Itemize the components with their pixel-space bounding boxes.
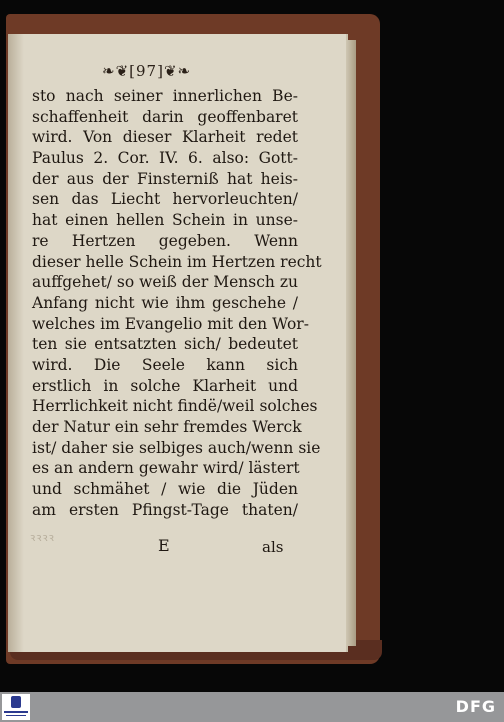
body-text (32, 86, 322, 520)
text-line: welches im Evangelio mit den Wor- (32, 314, 309, 333)
text-line: am ersten Pfingst-Tage thaten/ (32, 500, 298, 519)
text-line: Paulus 2. Cor. IV. 6. also: Gott- (32, 149, 298, 168)
page-number: [97] (129, 62, 164, 80)
page-header (102, 62, 191, 80)
text-line: ten sie entsatzten sich/ bedeutet (32, 335, 298, 354)
header-ornament-left: ❧❦ (102, 62, 130, 80)
text-line: re Hertzen gegeben. Wenn (32, 231, 298, 250)
text-line: erstlich in solche Klarheit und (32, 376, 298, 395)
text-line: der Natur ein sehr fremdes Werck (32, 418, 302, 436)
text-line: Herrlichkeit nicht findë/weil solches (32, 397, 318, 416)
text-line: ist/ daher sie selbiges auch/wenn sie (32, 438, 321, 457)
catchword: als (262, 538, 284, 556)
text-line: sto nach seiner innerlichen Be- (32, 87, 298, 105)
bleed-through-text: ꝛꝛꝛꝛ (30, 531, 55, 544)
text-line: der aus der Finsterniß hat heis- (32, 169, 298, 188)
text-line: hat einen hellen Schein in unse- (32, 211, 298, 230)
viewer-footer (0, 692, 504, 722)
text-line: es an andern gewahr wird/ lästert (32, 459, 300, 478)
spine-shadow (8, 34, 24, 652)
library-logo[interactable] (2, 694, 30, 720)
page-edges (346, 40, 356, 646)
text-line: dieser helle Schein im Hertzen recht (32, 252, 322, 271)
text-line: schaffenheit darin geoffenbaret (32, 107, 298, 126)
text-line: sen das Liecht hervorleuchten/ (32, 190, 298, 209)
text-line: wird. Die Seele kann sich (32, 355, 298, 374)
logo-text-line (6, 715, 26, 716)
text-line: auffgehet/ so weiß der Mensch zu (32, 273, 298, 292)
signature-mark: E (158, 536, 170, 555)
text-line: Anfang nicht wie ihm geschehe / (32, 293, 298, 312)
text-line: wird. Von dieser Klarheit redet (32, 128, 298, 147)
header-ornament-right: ❦❧ (163, 62, 192, 80)
dfg-logo[interactable]: DFG (455, 697, 496, 716)
text-line: und schmähet / wie die Jüden (32, 480, 298, 499)
logo-text-line (4, 711, 28, 713)
logo-icon (11, 696, 21, 708)
